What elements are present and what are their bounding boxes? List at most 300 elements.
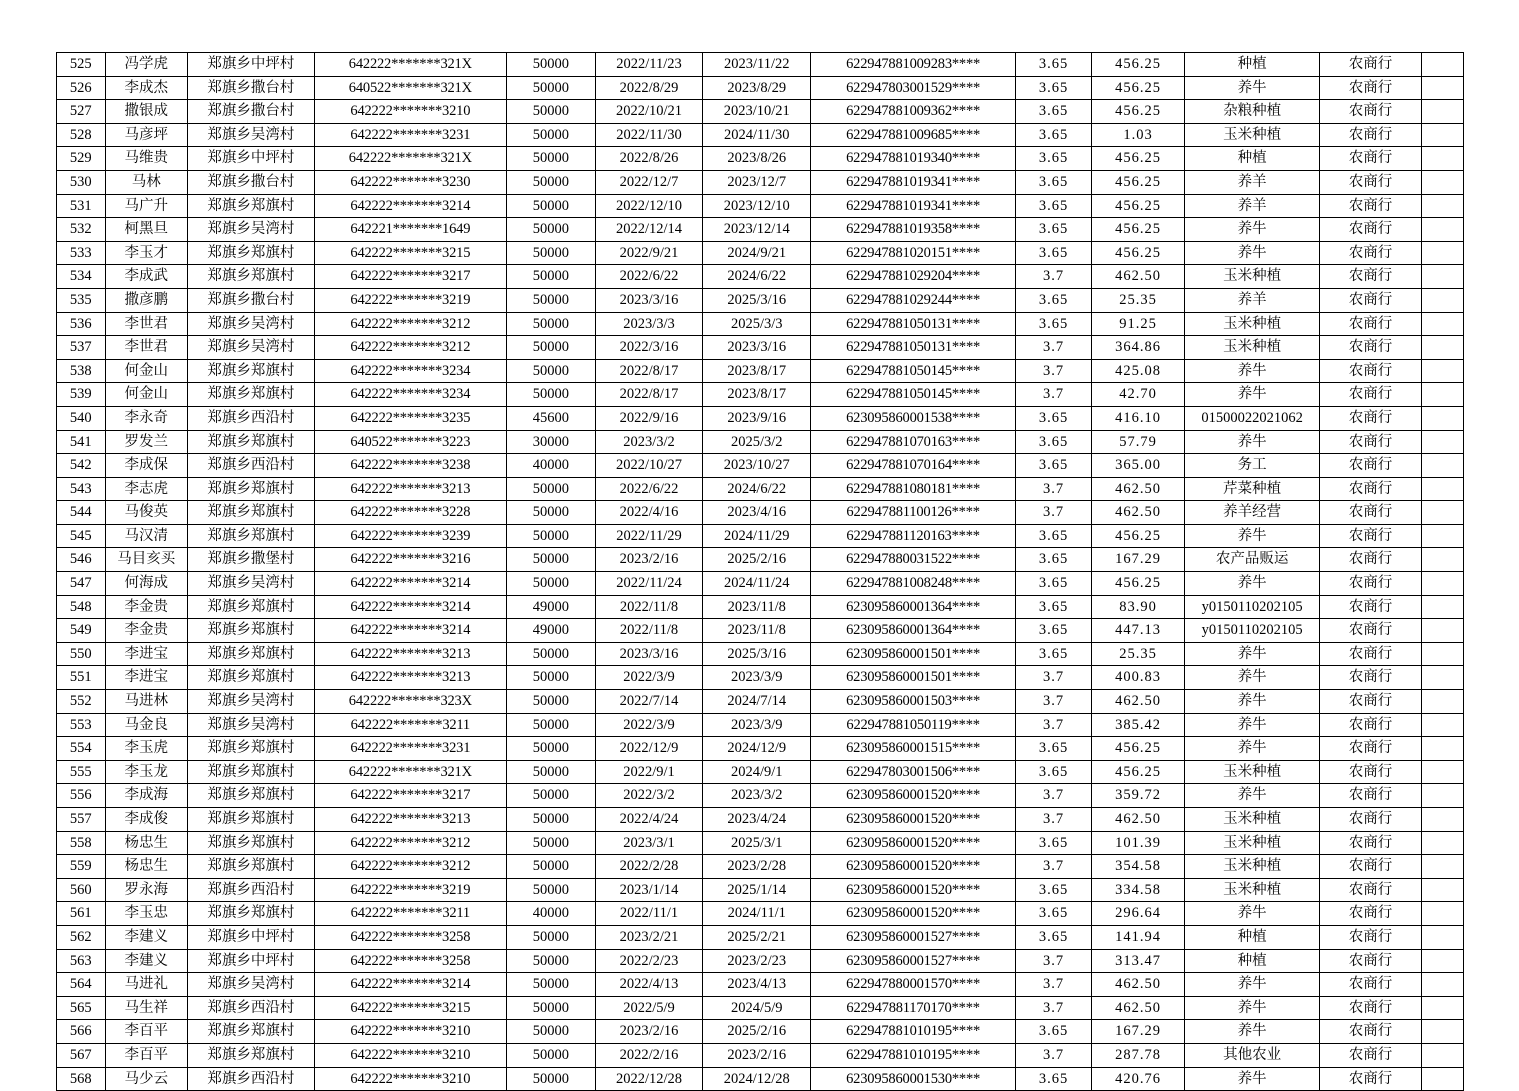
cell-extra xyxy=(1421,690,1463,714)
cell-amount: 50000 xyxy=(506,53,595,77)
cell-id-number: 642222*******3234 xyxy=(314,359,506,383)
cell-seq: 554 xyxy=(57,737,106,761)
cell-interest: 83.90 xyxy=(1092,595,1185,619)
cell-id-number: 642222*******3217 xyxy=(314,265,506,289)
cell-rate: 3.65 xyxy=(1016,288,1092,312)
table-row xyxy=(57,690,1464,714)
cell-seq: 529 xyxy=(57,147,106,171)
cell-extra xyxy=(1421,831,1463,855)
cell-interest: 385.42 xyxy=(1092,713,1185,737)
cell-purpose: 养牛 xyxy=(1185,666,1320,690)
cell-purpose: 养牛 xyxy=(1185,430,1320,454)
cell-account: 622947881010195**** xyxy=(811,1043,1016,1067)
cell-name: 李成俊 xyxy=(105,808,187,832)
cell-extra xyxy=(1421,642,1463,666)
cell-end-date: 2023/2/16 xyxy=(703,1043,811,1067)
cell-purpose: 养牛 xyxy=(1185,737,1320,761)
cell-rate: 3.65 xyxy=(1016,170,1092,194)
cell-amount: 50000 xyxy=(506,760,595,784)
cell-amount: 50000 xyxy=(506,808,595,832)
cell-bank: 农商行 xyxy=(1320,925,1421,949)
cell-amount: 50000 xyxy=(506,784,595,808)
cell-id-number: 642222*******323X xyxy=(314,690,506,714)
cell-id-number: 642222*******3238 xyxy=(314,454,506,478)
table-row xyxy=(57,170,1464,194)
cell-extra xyxy=(1421,501,1463,525)
cell-extra xyxy=(1421,241,1463,265)
cell-id-number: 642222*******3219 xyxy=(314,288,506,312)
cell-name: 马林 xyxy=(105,170,187,194)
cell-account: 622947881019341**** xyxy=(811,194,1016,218)
table-body xyxy=(57,53,1464,1091)
cell-start-date: 2022/3/16 xyxy=(595,336,703,360)
cell-rate: 3.65 xyxy=(1016,619,1092,643)
cell-interest: 456.25 xyxy=(1092,524,1185,548)
cell-name: 杨忠生 xyxy=(105,855,187,879)
cell-purpose: 种植 xyxy=(1185,53,1320,77)
cell-bank: 农商行 xyxy=(1320,312,1421,336)
cell-end-date: 2025/3/1 xyxy=(703,831,811,855)
cell-extra xyxy=(1421,336,1463,360)
cell-extra xyxy=(1421,1043,1463,1067)
cell-end-date: 2023/3/2 xyxy=(703,784,811,808)
cell-name: 冯学虎 xyxy=(105,53,187,77)
table-row xyxy=(57,713,1464,737)
cell-seq: 563 xyxy=(57,949,106,973)
cell-interest: 456.25 xyxy=(1092,53,1185,77)
cell-amount: 50000 xyxy=(506,996,595,1020)
cell-interest: 334.58 xyxy=(1092,878,1185,902)
cell-amount: 50000 xyxy=(506,855,595,879)
cell-account: 622947881050145**** xyxy=(811,383,1016,407)
cell-rate: 3.65 xyxy=(1016,1067,1092,1091)
cell-seq: 561 xyxy=(57,902,106,926)
cell-rate: 3.65 xyxy=(1016,572,1092,596)
cell-start-date: 2022/8/17 xyxy=(595,359,703,383)
cell-account: 622947881050145**** xyxy=(811,359,1016,383)
cell-account: 622947881100126**** xyxy=(811,501,1016,525)
cell-seq: 557 xyxy=(57,808,106,832)
cell-bank: 农商行 xyxy=(1320,265,1421,289)
cell-bank: 农商行 xyxy=(1320,760,1421,784)
cell-account: 623095860001520**** xyxy=(811,784,1016,808)
cell-amount: 50000 xyxy=(506,147,595,171)
cell-end-date: 2023/12/10 xyxy=(703,194,811,218)
cell-end-date: 2023/9/16 xyxy=(703,406,811,430)
cell-extra xyxy=(1421,312,1463,336)
cell-seq: 542 xyxy=(57,454,106,478)
cell-bank: 农商行 xyxy=(1320,501,1421,525)
cell-id-number: 642222*******3234 xyxy=(314,383,506,407)
cell-village: 郑旗乡吴湾村 xyxy=(187,973,314,997)
cell-name: 李进宝 xyxy=(105,666,187,690)
cell-bank: 农商行 xyxy=(1320,454,1421,478)
cell-rate: 3.7 xyxy=(1016,359,1092,383)
cell-interest: 42.70 xyxy=(1092,383,1185,407)
cell-start-date: 2022/3/2 xyxy=(595,784,703,808)
cell-start-date: 2022/12/28 xyxy=(595,1067,703,1091)
cell-extra xyxy=(1421,784,1463,808)
cell-end-date: 2023/2/23 xyxy=(703,949,811,973)
cell-start-date: 2023/3/16 xyxy=(595,642,703,666)
cell-interest: 400.83 xyxy=(1092,666,1185,690)
table-row xyxy=(57,501,1464,525)
cell-bank: 农商行 xyxy=(1320,406,1421,430)
cell-amount: 50000 xyxy=(506,288,595,312)
cell-purpose: 养牛 xyxy=(1185,241,1320,265)
cell-id-number: 642222*******3213 xyxy=(314,477,506,501)
cell-id-number: 642222*******3214 xyxy=(314,619,506,643)
cell-seq: 541 xyxy=(57,430,106,454)
cell-purpose: 养牛 xyxy=(1185,713,1320,737)
table-row xyxy=(57,288,1464,312)
cell-account: 622947881050131**** xyxy=(811,312,1016,336)
cell-purpose: 种植 xyxy=(1185,949,1320,973)
cell-start-date: 2023/2/16 xyxy=(595,1020,703,1044)
cell-purpose: 养羊 xyxy=(1185,288,1320,312)
cell-interest: 167.29 xyxy=(1092,1020,1185,1044)
cell-extra xyxy=(1421,572,1463,596)
cell-bank: 农商行 xyxy=(1320,430,1421,454)
cell-interest: 57.79 xyxy=(1092,430,1185,454)
cell-extra xyxy=(1421,902,1463,926)
cell-purpose: 玉米种植 xyxy=(1185,123,1320,147)
cell-purpose: 农产品贩运 xyxy=(1185,548,1320,572)
cell-extra xyxy=(1421,666,1463,690)
cell-rate: 3.65 xyxy=(1016,406,1092,430)
cell-village: 郑旗乡撒堡村 xyxy=(187,548,314,572)
cell-interest: 25.35 xyxy=(1092,642,1185,666)
cell-extra xyxy=(1421,100,1463,124)
cell-purpose: 杂粮种植 xyxy=(1185,100,1320,124)
cell-end-date: 2024/11/29 xyxy=(703,524,811,548)
cell-rate: 3.7 xyxy=(1016,949,1092,973)
cell-start-date: 2023/3/1 xyxy=(595,831,703,855)
cell-id-number: 642222*******3228 xyxy=(314,501,506,525)
cell-end-date: 2024/9/21 xyxy=(703,241,811,265)
cell-start-date: 2022/3/9 xyxy=(595,713,703,737)
cell-start-date: 2022/4/24 xyxy=(595,808,703,832)
cell-rate: 3.7 xyxy=(1016,1043,1092,1067)
cell-end-date: 2025/1/14 xyxy=(703,878,811,902)
table-row xyxy=(57,784,1464,808)
cell-start-date: 2022/9/21 xyxy=(595,241,703,265)
cell-id-number: 642222*******3210 xyxy=(314,1067,506,1091)
table-row xyxy=(57,312,1464,336)
cell-amount: 50000 xyxy=(506,265,595,289)
cell-id-number: 642222*******3214 xyxy=(314,572,506,596)
cell-bank: 农商行 xyxy=(1320,737,1421,761)
cell-village: 郑旗乡撒台村 xyxy=(187,76,314,100)
cell-id-number: 642222*******3212 xyxy=(314,831,506,855)
cell-id-number: 642222*******321X xyxy=(314,147,506,171)
cell-interest: 456.25 xyxy=(1092,572,1185,596)
cell-rate: 3.65 xyxy=(1016,430,1092,454)
cell-village: 郑旗乡吴湾村 xyxy=(187,690,314,714)
table-row xyxy=(57,925,1464,949)
cell-rate: 3.7 xyxy=(1016,855,1092,879)
cell-seq: 564 xyxy=(57,973,106,997)
cell-account: 623095860001515**** xyxy=(811,737,1016,761)
cell-village: 郑旗乡郑旗村 xyxy=(187,430,314,454)
cell-bank: 农商行 xyxy=(1320,1020,1421,1044)
cell-village: 郑旗乡郑旗村 xyxy=(187,383,314,407)
cell-id-number: 640522*******3223 xyxy=(314,430,506,454)
cell-start-date: 2023/3/3 xyxy=(595,312,703,336)
cell-purpose: 养牛 xyxy=(1185,996,1320,1020)
cell-name: 马维贵 xyxy=(105,147,187,171)
cell-interest: 456.25 xyxy=(1092,170,1185,194)
cell-interest: 456.25 xyxy=(1092,147,1185,171)
cell-interest: 167.29 xyxy=(1092,548,1185,572)
table-row xyxy=(57,218,1464,242)
cell-bank: 农商行 xyxy=(1320,902,1421,926)
cell-extra xyxy=(1421,548,1463,572)
table-row xyxy=(57,808,1464,832)
cell-amount: 50000 xyxy=(506,548,595,572)
cell-purpose: y0150110202105 xyxy=(1185,619,1320,643)
cell-account: 622947881080181**** xyxy=(811,477,1016,501)
cell-village: 郑旗乡西沿村 xyxy=(187,454,314,478)
cell-id-number: 642222*******3231 xyxy=(314,737,506,761)
table-row xyxy=(57,123,1464,147)
cell-start-date: 2022/12/9 xyxy=(595,737,703,761)
table-row xyxy=(57,1020,1464,1044)
cell-id-number: 642222*******3210 xyxy=(314,1020,506,1044)
cell-bank: 农商行 xyxy=(1320,642,1421,666)
cell-end-date: 2023/8/26 xyxy=(703,147,811,171)
cell-seq: 536 xyxy=(57,312,106,336)
cell-amount: 50000 xyxy=(506,572,595,596)
cell-interest: 462.50 xyxy=(1092,477,1185,501)
cell-rate: 3.7 xyxy=(1016,690,1092,714)
cell-interest: 456.25 xyxy=(1092,760,1185,784)
cell-id-number: 642222*******3215 xyxy=(314,241,506,265)
cell-end-date: 2025/3/16 xyxy=(703,642,811,666)
cell-village: 郑旗乡郑旗村 xyxy=(187,619,314,643)
cell-name: 马目亥买 xyxy=(105,548,187,572)
cell-seq: 527 xyxy=(57,100,106,124)
cell-end-date: 2023/8/29 xyxy=(703,76,811,100)
cell-extra xyxy=(1421,76,1463,100)
cell-account: 623095860001364**** xyxy=(811,619,1016,643)
cell-rate: 3.65 xyxy=(1016,737,1092,761)
cell-account: 622947881029244**** xyxy=(811,288,1016,312)
cell-purpose: 01500022021062 xyxy=(1185,406,1320,430)
cell-account: 622947881009685**** xyxy=(811,123,1016,147)
cell-extra xyxy=(1421,878,1463,902)
cell-amount: 50000 xyxy=(506,383,595,407)
cell-account: 622947881010195**** xyxy=(811,1020,1016,1044)
cell-name: 李玉虎 xyxy=(105,737,187,761)
cell-purpose: 养牛 xyxy=(1185,218,1320,242)
cell-account: 623095860001364**** xyxy=(811,595,1016,619)
cell-start-date: 2022/6/22 xyxy=(595,477,703,501)
cell-extra xyxy=(1421,595,1463,619)
cell-start-date: 2023/2/16 xyxy=(595,548,703,572)
cell-purpose: 种植 xyxy=(1185,147,1320,171)
cell-id-number: 642222*******3215 xyxy=(314,996,506,1020)
cell-interest: 364.86 xyxy=(1092,336,1185,360)
cell-end-date: 2023/10/21 xyxy=(703,100,811,124)
cell-seq: 526 xyxy=(57,76,106,100)
table-row xyxy=(57,477,1464,501)
cell-name: 何金山 xyxy=(105,383,187,407)
cell-seq: 562 xyxy=(57,925,106,949)
cell-name: 李玉龙 xyxy=(105,760,187,784)
cell-village: 郑旗乡郑旗村 xyxy=(187,241,314,265)
cell-seq: 538 xyxy=(57,359,106,383)
cell-village: 郑旗乡吴湾村 xyxy=(187,218,314,242)
cell-rate: 3.65 xyxy=(1016,524,1092,548)
cell-rate: 3.65 xyxy=(1016,218,1092,242)
cell-extra xyxy=(1421,996,1463,1020)
cell-amount: 50000 xyxy=(506,123,595,147)
cell-account: 623095860001503**** xyxy=(811,690,1016,714)
cell-village: 郑旗乡郑旗村 xyxy=(187,808,314,832)
cell-rate: 3.65 xyxy=(1016,1020,1092,1044)
table-row xyxy=(57,430,1464,454)
cell-bank: 农商行 xyxy=(1320,784,1421,808)
cell-amount: 50000 xyxy=(506,666,595,690)
cell-seq: 537 xyxy=(57,336,106,360)
cell-name: 马生祥 xyxy=(105,996,187,1020)
cell-bank: 农商行 xyxy=(1320,288,1421,312)
cell-end-date: 2024/6/22 xyxy=(703,477,811,501)
table-row xyxy=(57,949,1464,973)
cell-amount: 40000 xyxy=(506,454,595,478)
cell-seq: 525 xyxy=(57,53,106,77)
cell-seq: 532 xyxy=(57,218,106,242)
cell-interest: 141.94 xyxy=(1092,925,1185,949)
cell-village: 郑旗乡郑旗村 xyxy=(187,501,314,525)
cell-bank: 农商行 xyxy=(1320,572,1421,596)
cell-seq: 555 xyxy=(57,760,106,784)
cell-purpose: 养牛 xyxy=(1185,1067,1320,1091)
cell-seq: 553 xyxy=(57,713,106,737)
cell-seq: 545 xyxy=(57,524,106,548)
cell-id-number: 642221*******1649 xyxy=(314,218,506,242)
cell-end-date: 2023/10/27 xyxy=(703,454,811,478)
cell-rate: 3.65 xyxy=(1016,241,1092,265)
cell-interest: 462.50 xyxy=(1092,973,1185,997)
cell-id-number: 642222*******3213 xyxy=(314,642,506,666)
cell-bank: 农商行 xyxy=(1320,808,1421,832)
cell-extra xyxy=(1421,218,1463,242)
cell-rate: 3.65 xyxy=(1016,760,1092,784)
cell-seq: 549 xyxy=(57,619,106,643)
cell-interest: 354.58 xyxy=(1092,855,1185,879)
cell-extra xyxy=(1421,53,1463,77)
cell-amount: 50000 xyxy=(506,312,595,336)
cell-name: 罗永海 xyxy=(105,878,187,902)
cell-rate: 3.65 xyxy=(1016,925,1092,949)
cell-seq: 533 xyxy=(57,241,106,265)
cell-rate: 3.65 xyxy=(1016,312,1092,336)
cell-bank: 农商行 xyxy=(1320,100,1421,124)
table-row xyxy=(57,642,1464,666)
cell-account: 622947881019341**** xyxy=(811,170,1016,194)
cell-name: 杨忠生 xyxy=(105,831,187,855)
cell-purpose: 养羊经营 xyxy=(1185,501,1320,525)
cell-rate: 3.65 xyxy=(1016,642,1092,666)
cell-rate: 3.65 xyxy=(1016,76,1092,100)
cell-start-date: 2022/8/26 xyxy=(595,147,703,171)
cell-interest: 287.78 xyxy=(1092,1043,1185,1067)
cell-interest: 456.25 xyxy=(1092,194,1185,218)
cell-id-number: 642222*******3213 xyxy=(314,666,506,690)
cell-rate: 3.7 xyxy=(1016,713,1092,737)
cell-interest: 456.25 xyxy=(1092,241,1185,265)
cell-bank: 农商行 xyxy=(1320,76,1421,100)
cell-seq: 528 xyxy=(57,123,106,147)
cell-purpose: 玉米种植 xyxy=(1185,265,1320,289)
cell-rate: 3.65 xyxy=(1016,878,1092,902)
cell-amount: 50000 xyxy=(506,477,595,501)
cell-start-date: 2022/11/24 xyxy=(595,572,703,596)
cell-end-date: 2023/3/9 xyxy=(703,713,811,737)
cell-interest: 416.10 xyxy=(1092,406,1185,430)
cell-id-number: 642222*******3258 xyxy=(314,925,506,949)
table-row xyxy=(57,619,1464,643)
cell-name: 马进礼 xyxy=(105,973,187,997)
cell-account: 623095860001520**** xyxy=(811,878,1016,902)
cell-interest: 462.50 xyxy=(1092,690,1185,714)
cell-extra xyxy=(1421,760,1463,784)
cell-account: 623095860001501**** xyxy=(811,666,1016,690)
cell-start-date: 2022/11/1 xyxy=(595,902,703,926)
cell-id-number: 642222*******3239 xyxy=(314,524,506,548)
cell-account: 622947881029204**** xyxy=(811,265,1016,289)
cell-seq: 551 xyxy=(57,666,106,690)
cell-seq: 550 xyxy=(57,642,106,666)
cell-account: 622947881019340**** xyxy=(811,147,1016,171)
cell-name: 撒彦鹏 xyxy=(105,288,187,312)
cell-interest: 447.13 xyxy=(1092,619,1185,643)
cell-extra xyxy=(1421,359,1463,383)
cell-id-number: 642222*******3211 xyxy=(314,713,506,737)
table-row xyxy=(57,831,1464,855)
cell-purpose: 养牛 xyxy=(1185,690,1320,714)
cell-id-number: 642222*******3210 xyxy=(314,100,506,124)
cell-name: 李百平 xyxy=(105,1043,187,1067)
cell-extra xyxy=(1421,949,1463,973)
cell-amount: 49000 xyxy=(506,595,595,619)
cell-name: 李金贵 xyxy=(105,595,187,619)
cell-seq: 560 xyxy=(57,878,106,902)
cell-purpose: 玉米种植 xyxy=(1185,760,1320,784)
cell-account: 623095860001538**** xyxy=(811,406,1016,430)
cell-bank: 农商行 xyxy=(1320,996,1421,1020)
cell-end-date: 2025/3/3 xyxy=(703,312,811,336)
cell-extra xyxy=(1421,1067,1463,1091)
cell-start-date: 2022/3/9 xyxy=(595,666,703,690)
cell-village: 郑旗乡郑旗村 xyxy=(187,1043,314,1067)
cell-name: 撒银成 xyxy=(105,100,187,124)
cell-bank: 农商行 xyxy=(1320,949,1421,973)
table-row xyxy=(57,336,1464,360)
cell-purpose: 养牛 xyxy=(1185,902,1320,926)
cell-start-date: 2022/11/29 xyxy=(595,524,703,548)
cell-interest: 25.35 xyxy=(1092,288,1185,312)
cell-amount: 50000 xyxy=(506,1067,595,1091)
cell-end-date: 2024/11/30 xyxy=(703,123,811,147)
cell-extra xyxy=(1421,194,1463,218)
cell-end-date: 2023/4/24 xyxy=(703,808,811,832)
cell-rate: 3.7 xyxy=(1016,383,1092,407)
cell-extra xyxy=(1421,1020,1463,1044)
cell-end-date: 2023/4/16 xyxy=(703,501,811,525)
